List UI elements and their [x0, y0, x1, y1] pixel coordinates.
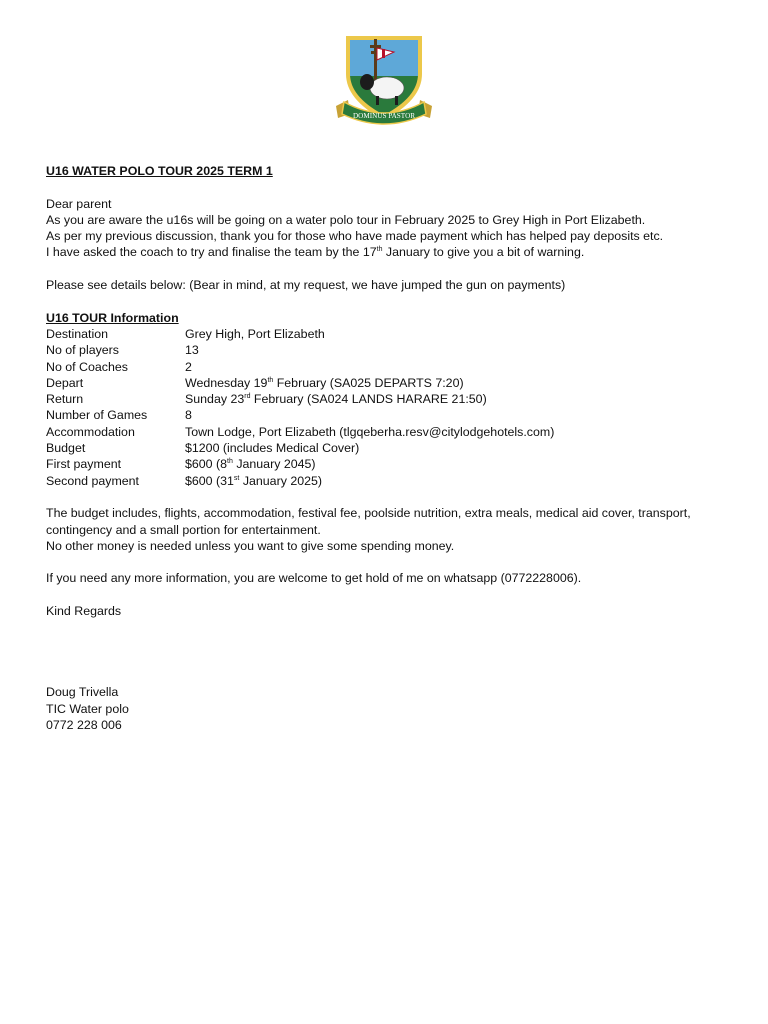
tour-info-heading: U16 TOUR Information	[46, 310, 179, 325]
info-row-accommodation: Accommodation Town Lodge, Port Elizabeth (tlgqeberha.resv@citylodgehotels.com)	[46, 424, 555, 439]
intro-line-3: I have asked the coach to try and finalise the team by the 17th January to give you a bit of warning.	[46, 245, 585, 260]
letter-body	[46, 163, 736, 733]
signature-role: TIC Water polo	[46, 701, 129, 716]
info-row-second-payment: Second payment $600 (31st January 2025)	[46, 473, 323, 488]
intro-line-1: As you are aware the u16s will be going on a water polo tour in February 2025 to Grey High in Port Elizabeth.	[46, 212, 646, 227]
payment-note: Please see details below: (Bear in mind, at my request, we have jumped the gun on payments)	[46, 278, 566, 293]
contact-line: If you need any more information, you are welcome to get hold of me on whatsapp (0772228006).	[46, 571, 582, 586]
budget-note-line-3: No other money is needed unless you want to give some spending money.	[46, 538, 455, 553]
info-row-destination: Destination Grey High, Port Elizabeth	[46, 326, 325, 341]
info-row-depart: Depart Wednesday 19th February (SA025 DEPARTS 7:20)	[46, 375, 464, 390]
letter-title: U16 WATER POLO TOUR 2025 TERM 1	[46, 164, 273, 178]
budget-note-line-2: contingency and a small portion for entertainment.	[46, 522, 321, 537]
info-row-budget: Budget $1200 (includes Medical Cover)	[46, 441, 360, 456]
info-row-games: Number of Games 8	[46, 408, 192, 423]
closing: Kind Regards	[46, 604, 122, 619]
intro-line-2: As per my previous discussion, thank you for those who have made payment which has helped pay deposits etc.	[46, 229, 664, 244]
info-row-players: No of players 13	[46, 343, 199, 358]
crest-motto: DOMINUS PASTOR	[352, 112, 416, 120]
greeting: Dear parent	[46, 196, 112, 211]
info-row-return: Return Sunday 23rd February (SA024 LANDS HARARE 21:50)	[46, 392, 487, 407]
budget-note-line-1: The budget includes, flights, accommodation, festival fee, poolside nutrition, extra meals, medical aid cover, transport,	[46, 506, 691, 521]
school-crest-logo	[334, 30, 434, 128]
info-row-coaches: No of Coaches 2	[46, 359, 192, 374]
signature-name: Doug Trivella	[46, 685, 119, 700]
tour-info-table	[46, 326, 736, 489]
signature-phone: 0772 228 006	[46, 717, 122, 732]
info-row-first-payment: First payment $600 (8th January 2045)	[46, 457, 316, 472]
